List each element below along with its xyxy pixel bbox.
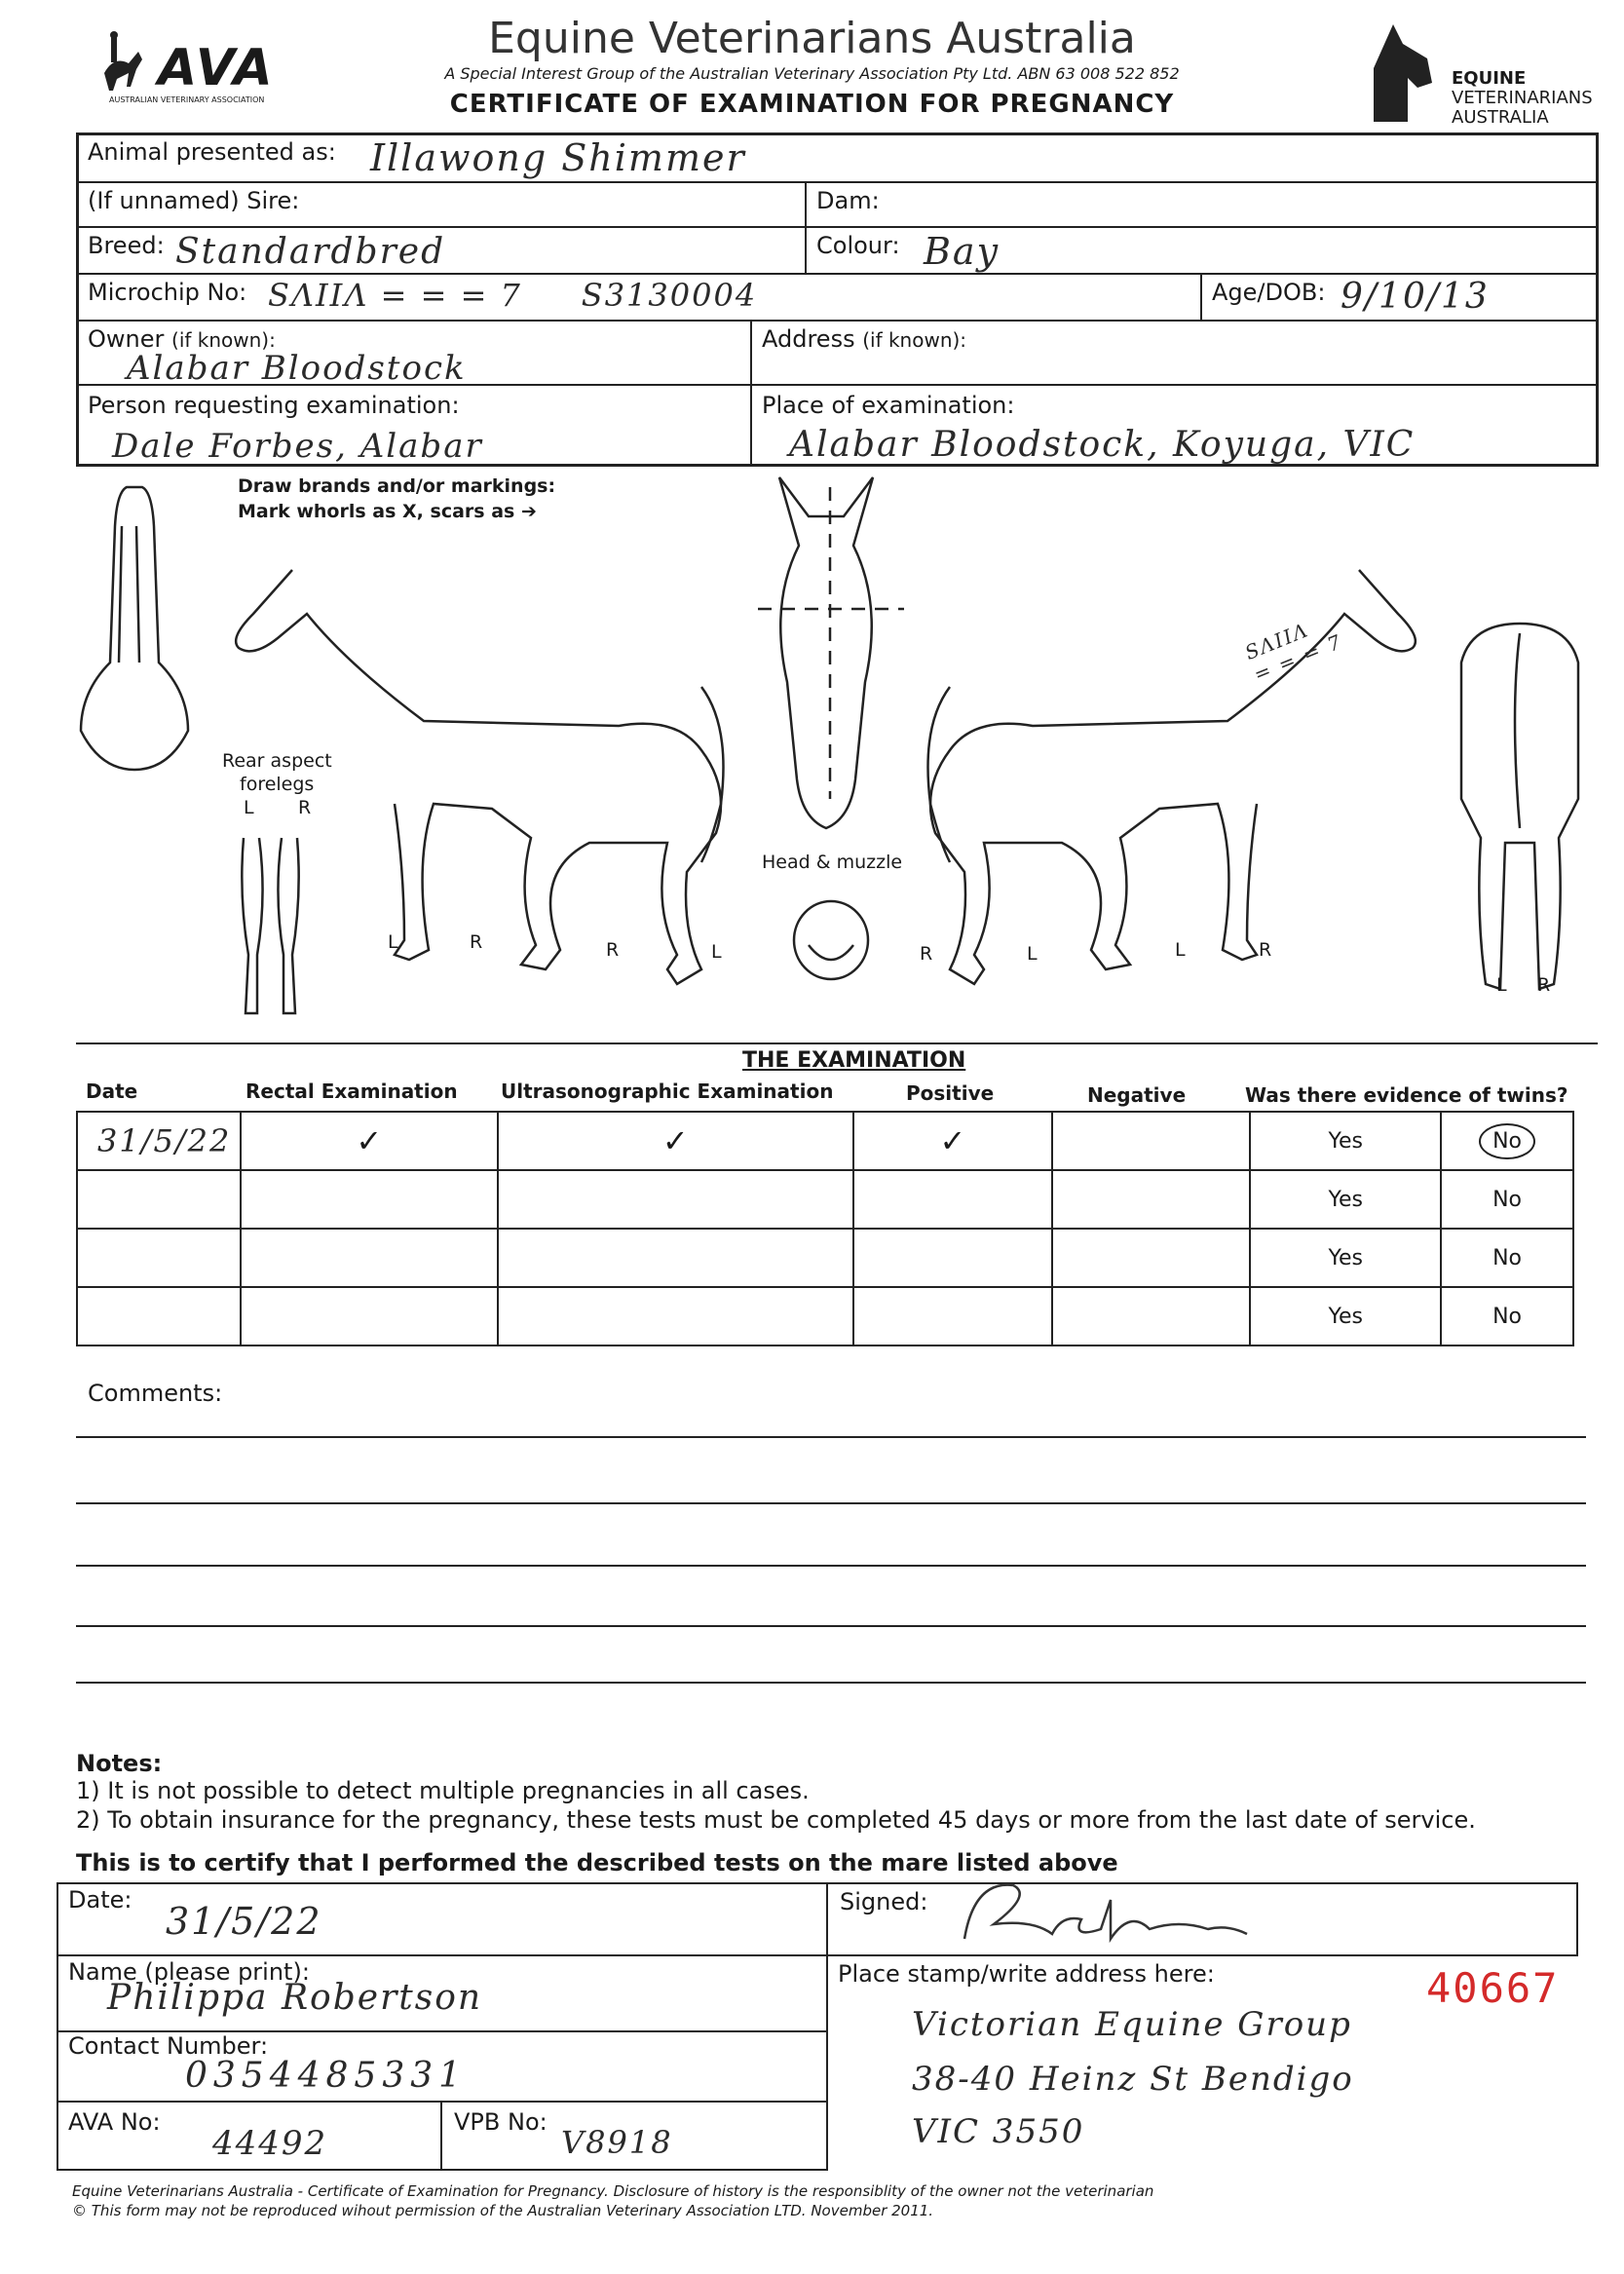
signature bbox=[935, 1871, 1286, 1958]
examination-table bbox=[76, 1111, 1574, 1346]
row-4-twins-yes[interactable]: Yes bbox=[1250, 1287, 1441, 1345]
name-label: Name (please print): bbox=[68, 1958, 310, 1986]
contact-label: Contact Number: bbox=[68, 2032, 269, 2060]
contact-value[interactable]: 0354485331 bbox=[185, 2056, 468, 2096]
footer-line-1: Equine Veterinarians Australia - Certificate of Examination for Pregnancy. Disclosure of history is the responsiblity of the owner not the veterinarian bbox=[72, 2182, 1154, 2200]
owner-label-suffix: (if known): bbox=[171, 328, 276, 352]
row-2-positive[interactable] bbox=[853, 1170, 1052, 1229]
ava-logo-caption: AUSTRALIAN VETERINARY ASSOCIATION bbox=[109, 95, 265, 104]
sire-label: (If unnamed) Sire: bbox=[88, 187, 300, 214]
row-3-positive[interactable] bbox=[853, 1229, 1052, 1287]
note-1: 1) It is not possible to detect multiple pregnancies in all cases. bbox=[76, 1777, 810, 1804]
markings-instruction-2-text: Mark whorls as X, scars as bbox=[238, 501, 515, 522]
stamp-address-1[interactable]: Victorian Equine Group bbox=[912, 2005, 1352, 2044]
name-value[interactable]: Philippa Robertson bbox=[107, 1978, 483, 2018]
left-horse-L-2: L bbox=[711, 941, 722, 963]
row-1-negative[interactable] bbox=[1052, 1112, 1251, 1170]
certify-statement: This is to certify that I performed the described tests on the mare listed above bbox=[76, 1849, 1118, 1876]
cert-date-label: Date: bbox=[68, 1886, 132, 1914]
table-row bbox=[77, 1170, 1573, 1229]
stamp-address-3[interactable]: VIC 3550 bbox=[912, 2112, 1085, 2151]
row-3-twins-yes[interactable]: Yes bbox=[1250, 1229, 1441, 1287]
right-horse-L-2: L bbox=[1175, 939, 1186, 961]
row-1-ultrasound[interactable]: ✓ bbox=[498, 1112, 853, 1170]
row-2-twins-yes[interactable]: Yes bbox=[1250, 1170, 1441, 1229]
age-value[interactable]: 9/10/13 bbox=[1341, 277, 1490, 317]
top-view-horse-diagram bbox=[81, 487, 188, 770]
animal-value[interactable]: Illawong Shimmer bbox=[370, 136, 746, 179]
arrow-right-icon: ➔ bbox=[520, 501, 537, 522]
notes-heading: Notes: bbox=[76, 1750, 163, 1777]
page-title: Equine Veterinarians Australia bbox=[488, 14, 1136, 63]
table-row bbox=[77, 1287, 1573, 1345]
row-2-negative[interactable] bbox=[1052, 1170, 1251, 1229]
rear-horse-L-label: L bbox=[1496, 974, 1507, 996]
foreleg-L-label: L bbox=[244, 797, 254, 818]
note-2: 2) To obtain insurance for the pregnancy, these tests must be completed 45 days or more from the last date of service. bbox=[76, 1806, 1476, 1834]
row-4-rectal[interactable] bbox=[241, 1287, 498, 1345]
muzzle-diagram bbox=[794, 901, 868, 979]
right-horse-R-1: R bbox=[920, 943, 933, 965]
right-horse-L-1: L bbox=[1027, 943, 1038, 965]
owner-value[interactable]: Alabar Bloodstock bbox=[127, 349, 467, 388]
breed-label: Breed: bbox=[88, 232, 165, 259]
microchip-label: Microchip No: bbox=[88, 279, 247, 306]
ava-no-label: AVA No: bbox=[68, 2108, 161, 2136]
animal-label: Animal presented as: bbox=[88, 138, 336, 166]
row-4-twins-no[interactable]: No bbox=[1441, 1287, 1573, 1345]
eva-logo-line-3: AUSTRALIA bbox=[1452, 107, 1549, 128]
row-4-negative[interactable] bbox=[1052, 1287, 1251, 1345]
col-ultrasound: Ultrasonographic Examination bbox=[501, 1080, 834, 1103]
col-rectal: Rectal Examination bbox=[245, 1080, 458, 1103]
col-date: Date bbox=[86, 1080, 138, 1103]
col-positive: Positive bbox=[906, 1081, 995, 1105]
row-3-rectal[interactable] bbox=[241, 1229, 498, 1287]
row-4-positive[interactable] bbox=[853, 1287, 1052, 1345]
table-row bbox=[77, 1229, 1573, 1287]
rear-aspect-label: Rear aspect bbox=[222, 750, 332, 772]
right-horse-R-2: R bbox=[1259, 939, 1272, 961]
row-3-negative[interactable] bbox=[1052, 1229, 1251, 1287]
form-title: CERTIFICATE OF EXAMINATION FOR PREGNANCY bbox=[449, 90, 1175, 119]
header-subtitle: A Special Interest Group of the Australian Veterinary Association Pty Ltd. ABN 63 008 522 852 bbox=[444, 64, 1180, 83]
brand-marking: SΛIIΛ = = = 7 bbox=[1241, 618, 1346, 687]
table-row bbox=[77, 1112, 1573, 1170]
row-2-rectal[interactable] bbox=[241, 1170, 498, 1229]
serial-number: 40667 bbox=[1426, 1964, 1560, 2012]
head-muzzle-label: Head & muzzle bbox=[762, 852, 903, 873]
ava-no-value[interactable]: 44492 bbox=[212, 2124, 328, 2163]
rear-view-horse-diagram bbox=[1461, 624, 1578, 989]
row-4-ultrasound[interactable] bbox=[498, 1287, 853, 1345]
twins-no-circled: No bbox=[1479, 1123, 1535, 1159]
row-2-date[interactable] bbox=[77, 1170, 241, 1229]
right-side-horse-diagram bbox=[928, 570, 1416, 984]
breed-value[interactable]: Standardbred bbox=[175, 232, 446, 272]
horse-head-logo-icon bbox=[1364, 19, 1442, 127]
vpb-no-value[interactable]: V8918 bbox=[561, 2124, 673, 2161]
forelegs-label: forelegs bbox=[240, 774, 315, 795]
eva-logo-line-1: EQUINE bbox=[1452, 68, 1527, 89]
row-1-positive[interactable]: ✓ bbox=[853, 1112, 1052, 1170]
place-label: Place of examination: bbox=[762, 392, 1015, 419]
left-horse-R-1: R bbox=[470, 931, 483, 953]
person-label: Person requesting examination: bbox=[88, 392, 460, 419]
owner-label-main: Owner bbox=[88, 325, 165, 353]
row-1-twins-yes[interactable]: Yes bbox=[1250, 1112, 1441, 1170]
row-3-date[interactable] bbox=[77, 1229, 241, 1287]
foreleg-rear-diagram bbox=[242, 838, 298, 1013]
left-horse-R-2: R bbox=[606, 939, 620, 961]
foreleg-R-label: R bbox=[298, 797, 312, 818]
col-twins: Was there evidence of twins? bbox=[1245, 1083, 1568, 1107]
row-4-date[interactable] bbox=[77, 1287, 241, 1345]
row-2-ultrasound[interactable] bbox=[498, 1170, 853, 1229]
address-label-suffix: (if known): bbox=[862, 328, 967, 352]
age-label: Age/DOB: bbox=[1212, 279, 1326, 306]
comments-label: Comments: bbox=[88, 1380, 223, 1407]
row-3-ultrasound[interactable] bbox=[498, 1229, 853, 1287]
row-3-twins-no[interactable]: No bbox=[1441, 1229, 1573, 1287]
examination-divider bbox=[76, 1042, 1598, 1044]
eva-logo bbox=[1364, 19, 1593, 128]
eva-logo-line-2: VETERINARIANS bbox=[1452, 88, 1593, 108]
place-value[interactable]: Alabar Bloodstock, Koyuga, VIC bbox=[789, 425, 1416, 465]
microchip-value[interactable]: SΛIIΛ = = = 7 S3130004 bbox=[268, 277, 758, 314]
dam-label: Dam: bbox=[816, 187, 880, 214]
signed-label: Signed: bbox=[840, 1888, 928, 1915]
address-label-main: Address bbox=[762, 325, 855, 353]
row-1-rectal[interactable]: ✓ bbox=[241, 1112, 498, 1170]
examination-heading: THE EXAMINATION bbox=[742, 1048, 966, 1073]
head-front-diagram bbox=[758, 477, 904, 828]
person-value[interactable]: Dale Forbes, Alabar bbox=[112, 427, 483, 466]
colour-value[interactable]: Bay bbox=[924, 230, 1001, 273]
address-label bbox=[762, 325, 966, 353]
row-1-date[interactable]: 31/5/22 bbox=[77, 1112, 241, 1170]
markings-instruction-1: Draw brands and/or markings: bbox=[238, 475, 556, 497]
vpb-no-label: VPB No: bbox=[454, 2108, 548, 2136]
stamp-address-2[interactable]: 38-40 Heinz St Bendigo bbox=[912, 2060, 1354, 2099]
footer-line-2: © This form may not be reproduced wihout permission of the Australian Veterinary Association LTD. November 2011. bbox=[72, 2202, 934, 2219]
stamp-label: Place stamp/write address here: bbox=[838, 1960, 1215, 1988]
rear-horse-R-label: R bbox=[1537, 974, 1551, 996]
cert-date-value[interactable]: 31/5/22 bbox=[166, 1900, 322, 1943]
horse-diagrams bbox=[0, 468, 1624, 1023]
left-horse-L-1: L bbox=[388, 931, 398, 953]
row-1-twins-no[interactable] bbox=[1441, 1112, 1573, 1170]
colour-label: Colour: bbox=[816, 232, 900, 259]
col-negative: Negative bbox=[1087, 1083, 1187, 1107]
row-2-twins-no[interactable]: No bbox=[1441, 1170, 1573, 1229]
ava-logo-text: AVA bbox=[158, 39, 275, 97]
